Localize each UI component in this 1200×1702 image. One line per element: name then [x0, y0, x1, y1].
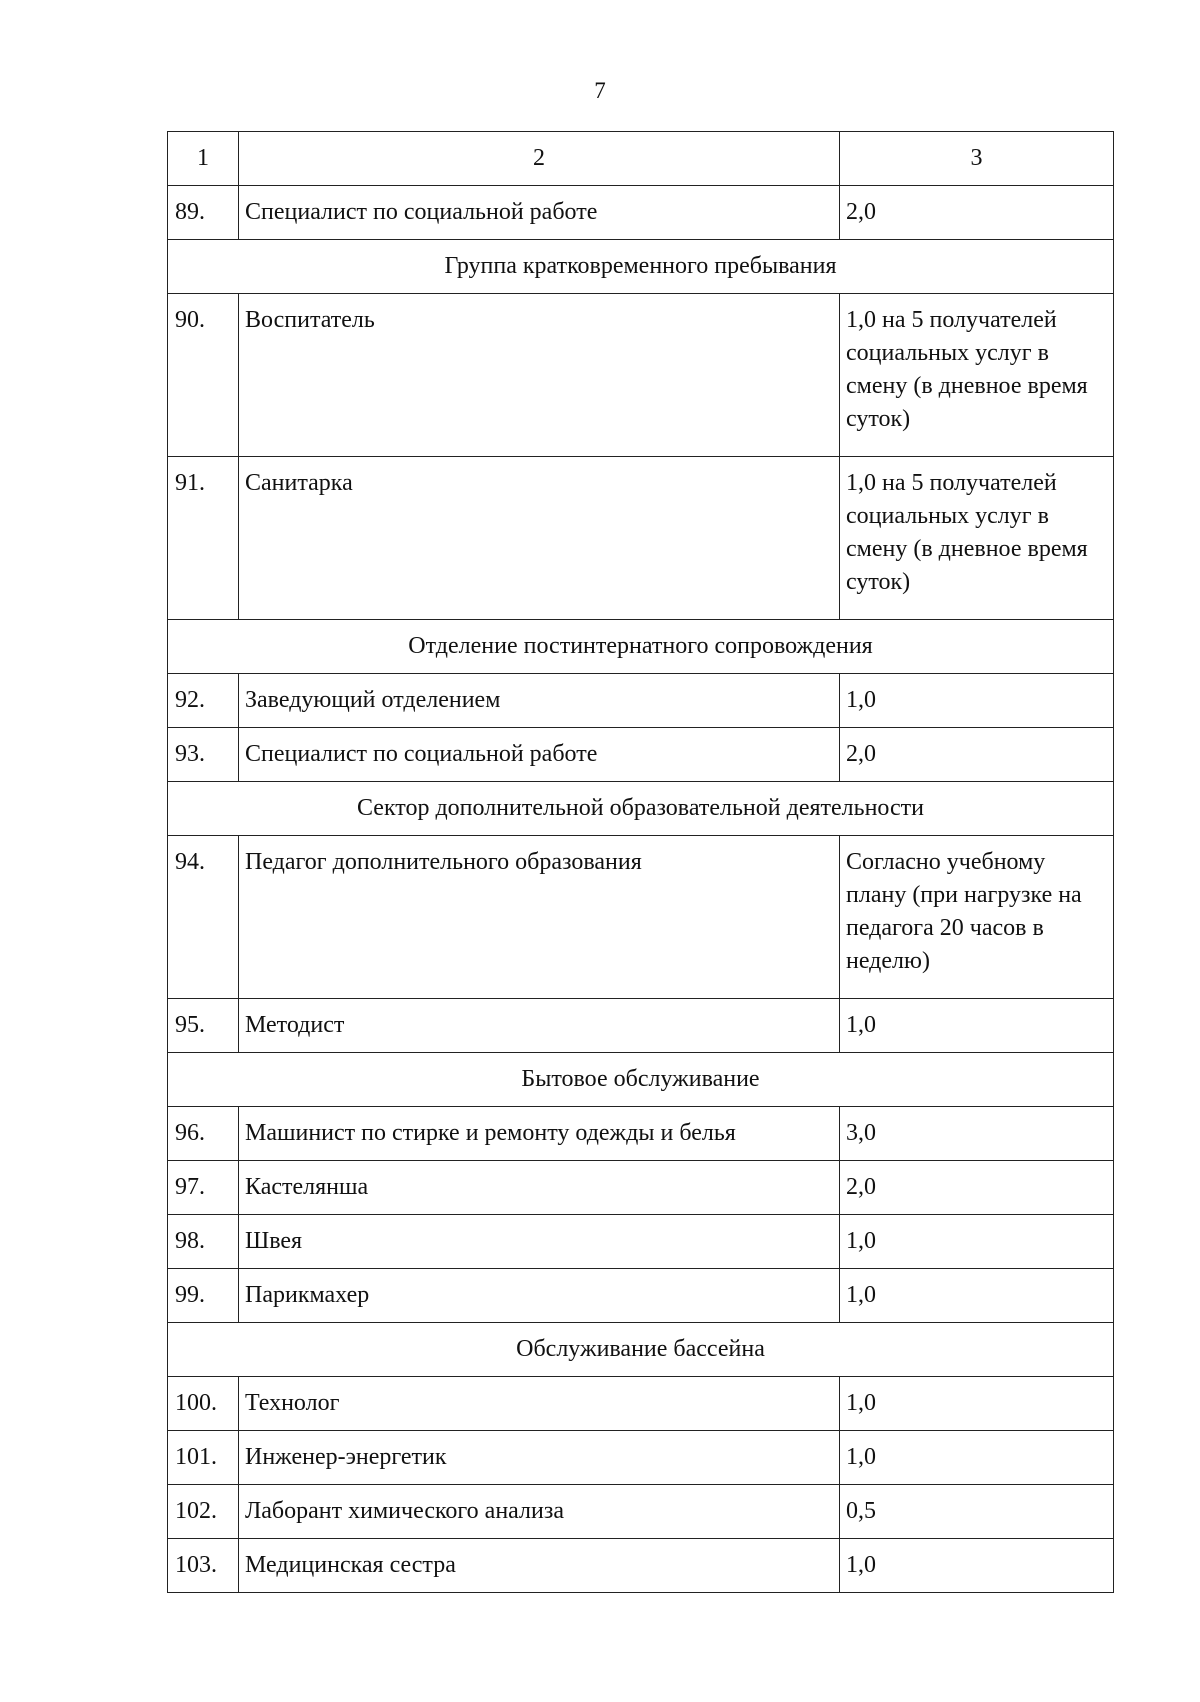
staff-units: 1,0 на 5 получателей социальных услуг в смену (в дневное время суток)	[840, 457, 1114, 620]
row-number: 92.	[168, 674, 239, 728]
table-row	[168, 1215, 1114, 1269]
staff-units: 2,0	[840, 1161, 1114, 1215]
staff-units: 3,0	[840, 1107, 1114, 1161]
table-row	[168, 457, 1114, 620]
table-row	[168, 1431, 1114, 1485]
section-row	[168, 620, 1114, 674]
row-number: 103.	[168, 1539, 239, 1593]
section-title: Группа кратковременного пребывания	[168, 240, 1114, 294]
row-number: 93.	[168, 728, 239, 782]
row-number: 99.	[168, 1269, 239, 1323]
position-name: Медицинская сестра	[239, 1539, 840, 1593]
position-name: Специалист по социальной работе	[239, 728, 840, 782]
table-row	[168, 294, 1114, 457]
table-header-row	[168, 132, 1114, 186]
page-number: 7	[594, 78, 606, 103]
row-number: 94.	[168, 836, 239, 999]
table-row	[168, 186, 1114, 240]
position-name: Технолог	[239, 1377, 840, 1431]
position-name: Специалист по социальной работе	[239, 186, 840, 240]
row-number: 100.	[168, 1377, 239, 1431]
position-name: Педагог дополнительного образования	[239, 836, 840, 999]
section-title: Бытовое обслуживание	[168, 1053, 1114, 1107]
section-title: Отделение постинтернатного сопровождения	[168, 620, 1114, 674]
table-row	[168, 728, 1114, 782]
section-row	[168, 782, 1114, 836]
row-number: 96.	[168, 1107, 239, 1161]
staff-units: 1,0	[840, 1539, 1114, 1593]
table-row	[168, 1161, 1114, 1215]
table-row	[168, 674, 1114, 728]
position-name: Инженер-энергетик	[239, 1431, 840, 1485]
staff-units: 2,0	[840, 186, 1114, 240]
position-name: Машинист по стирке и ремонту одежды и белья	[239, 1107, 840, 1161]
section-row	[168, 1323, 1114, 1377]
row-number: 101.	[168, 1431, 239, 1485]
position-name: Санитарка	[239, 457, 840, 620]
staff-units: 1,0	[840, 1215, 1114, 1269]
table-row	[168, 1377, 1114, 1431]
position-name: Заведующий отделением	[239, 674, 840, 728]
staff-units: 2,0	[840, 728, 1114, 782]
position-name: Воспитатель	[239, 294, 840, 457]
header-col-2: 2	[239, 132, 840, 186]
table-row	[168, 1485, 1114, 1539]
row-number: 102.	[168, 1485, 239, 1539]
header-col-1: 1	[168, 132, 239, 186]
table-row	[168, 1539, 1114, 1593]
section-title: Сектор дополнительной образовательной деятельности	[168, 782, 1114, 836]
position-name: Методист	[239, 999, 840, 1053]
row-number: 91.	[168, 457, 239, 620]
row-number: 98.	[168, 1215, 239, 1269]
staff-units: 1,0	[840, 674, 1114, 728]
position-name: Парикмахер	[239, 1269, 840, 1323]
row-number: 90.	[168, 294, 239, 457]
staff-units: 0,5	[840, 1485, 1114, 1539]
position-name: Швея	[239, 1215, 840, 1269]
position-name: Лаборант химического анализа	[239, 1485, 840, 1539]
position-name: Кастелянша	[239, 1161, 840, 1215]
row-number: 95.	[168, 999, 239, 1053]
row-number: 89.	[168, 186, 239, 240]
staff-units: 1,0	[840, 1431, 1114, 1485]
row-number: 97.	[168, 1161, 239, 1215]
section-row	[168, 240, 1114, 294]
header-col-3: 3	[840, 132, 1114, 186]
staff-units: 1,0	[840, 1269, 1114, 1323]
staff-units: Согласно учебному плану (при нагрузке на педагога 20 часов в неделю)	[840, 836, 1114, 999]
staff-units: 1,0 на 5 получателей социальных услуг в смену (в дневное время суток)	[840, 294, 1114, 457]
staffing-table	[167, 131, 1114, 1593]
table-row	[168, 1269, 1114, 1323]
table-row	[168, 836, 1114, 999]
table-row	[168, 1107, 1114, 1161]
staff-units: 1,0	[840, 999, 1114, 1053]
staff-units: 1,0	[840, 1377, 1114, 1431]
section-title: Обслуживание бассейна	[168, 1323, 1114, 1377]
table-row	[168, 999, 1114, 1053]
section-row	[168, 1053, 1114, 1107]
